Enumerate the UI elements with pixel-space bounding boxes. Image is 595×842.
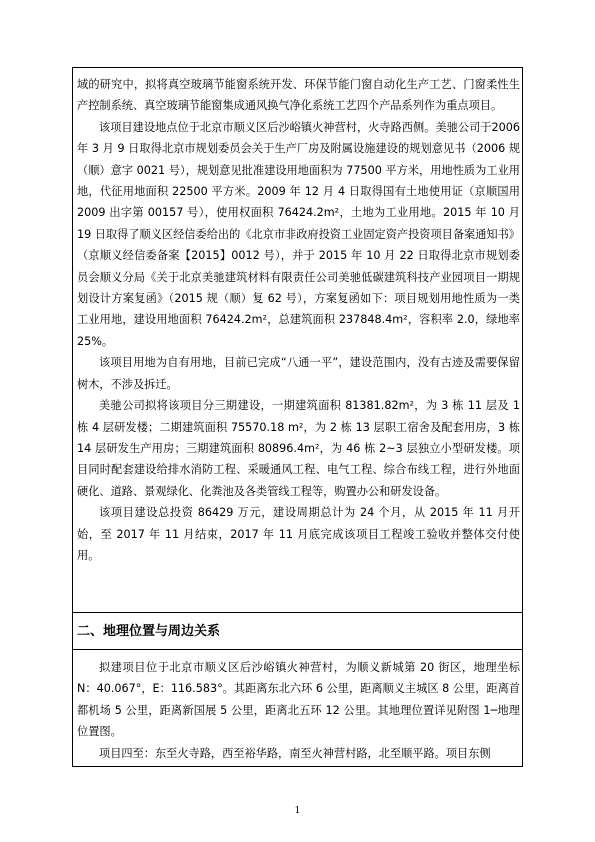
paragraph: 美驰公司拟将该项目分三期建设，一期建筑面积 81381.82m²，为 3 栋 11 层及 1 栋 4 层研发楼；二期建筑面积 75570.18 m²，为 2 栋 13 层职工宿舍及配套用房，3 栋 14 层研发生产用房；三期建筑面积 80896.4m²，为 46 栋 2~3 层独立小型研发楼。项目同时配套建设给排水消防工程、采暖通风工程、电气工程、综合布线工程，进行外地面硬化、道路、景观绿化、化粪池及各类管线工程等，购置办公和研发设备。 bbox=[77, 399, 520, 498]
page-number: 1 bbox=[294, 806, 301, 816]
section-title: 二、地理位置与周边关系 bbox=[77, 624, 221, 639]
paragraph: 拟建项目位于北京市顺义区后沙峪镇火神营村，为顺义新城第 20 街区，地理坐标 N：40.067°，E：116.583°。其距离东北六环 6 公里，距离顺义主城区 8 公里，距离首都机场 5 公里，距离新国展 5 公里，距离北五环 12 公里。其地理位置详见附图 1─地理位置图。 bbox=[77, 661, 520, 739]
paragraph: 该项目建设地点位于北京市顺义区后沙峪镇火神营村，火寺路西侧。美驰公司于2006 年 3 月 9 日取得北京市规划委员会关于生产厂房及附属设施建设的规划意见书（2006 规（顺）意字 0021 号），规划意见批准建设用地面积为 77500 平方米，用地性质为工业用地，代征用地面积 22500 平方米。2009 年 12 月 4 日取得国有土地使用证（京顺国用 2009 出字第 00157 号），使用权面积 76424.2m²，土地为工业用地。2015 年 10 月 19 日取得了顺义区经信委给出的《北京市非政府投资工业固定资产投资项目备案通知书》（京顺义经信委备案【2015】0012 号），并于 2015 年 10 月 22 日取得北京市规划委员会顺义分局《关于北京美驰建筑材料有限责任公司美驰低碳建筑科技产业园项目一期规划设计方案复函》（2015 规（顺）复 62 号），方案复函如下：项目规划用地性质为一类工业用地，建设用地面积 76424.2m²，总建筑面积 237848.4m²，容积率 2.0，绿地率 25%。 bbox=[77, 120, 520, 348]
section-heading-row bbox=[73, 614, 522, 650]
paragraph: 该项目用地为自有用地，目前已完成“八通一平”，建设范围内，没有古迹及需要保留树木，不涉及拆迁。 bbox=[77, 356, 520, 391]
paragraph: 域的研究中，拟将真空玻璃节能窗系统开发、环保节能门窗自动化生产工艺、门窗柔性生产控制系统、真空玻璃节能窗集成通风换气净化系统工艺四个产品系列作为重点项目。 bbox=[77, 78, 520, 113]
paragraph: 该项目建设总投资 86429 万元，建设周期总计为 24 个月，从 2015 年 11 月开始，至 2017 年 11 月结束，2017 年 11 月底完成该项目工程竣工验收并整体交付使用。 bbox=[77, 506, 520, 562]
paragraph: 项目四至：东至火寺路，西至裕华路，南至火神营村路，北至顺平路。项目东侧 bbox=[99, 746, 491, 760]
project-overview-block bbox=[73, 68, 522, 613]
content-frame bbox=[72, 67, 523, 767]
location-block bbox=[73, 651, 522, 767]
